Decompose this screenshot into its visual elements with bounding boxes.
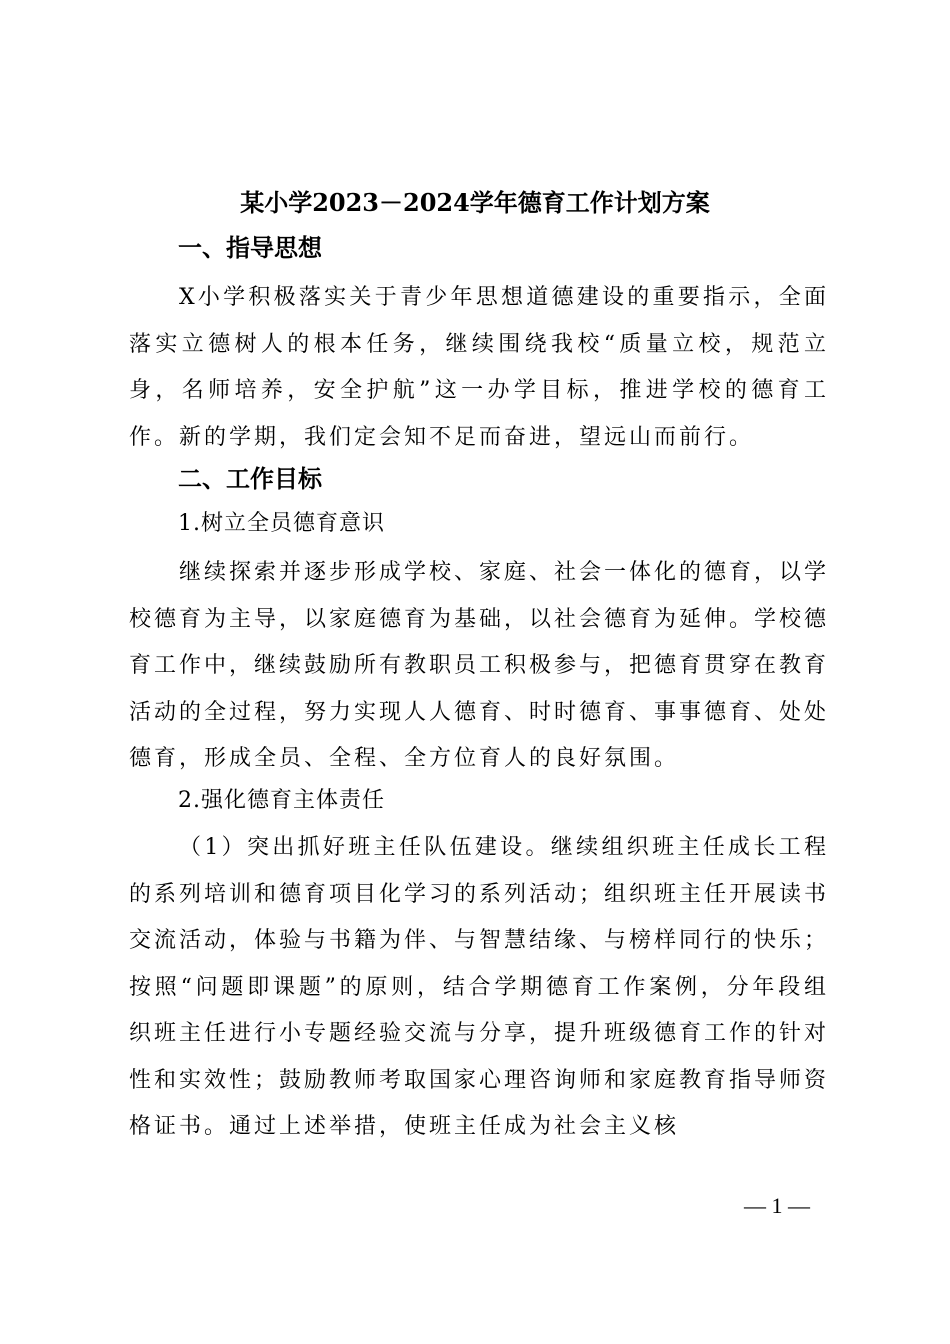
- paragraph-moral-responsibility: （1）突出抓好班主任队伍建设。继续组织班主任成长工程的系列培训和德育项目化学习的系列活动；组织班主任开展读书交流活动，体验与书籍为伴、与智慧结缘、与榜样同行的快乐；按照“问题即课题”的原则，结合学期德育工作案例，分年段组织班主任进行小专题经验交流与分享，提升班级德育工作的针对性和实效性；鼓励教师考取国家心理咨询师和家庭教育指导师资格证书。通过上述举措，使班主任成为社会主义核: [129, 835, 830, 1139]
- page-number: — 1 —: [744, 1193, 810, 1218]
- paragraph-guiding-ideology: X小学积极落实关于青少年思想道德建设的重要指示，全面落实立德树人的根本任务，继续围绕我校“质量立校，规范立身，名师培养，安全护航”这一办学目标，推进学校的德育工作。新的学期，我们定会知不足而奋进，望远山而前行。: [129, 285, 829, 450]
- document-title: 某小学2023－2024学年德育工作计划方案: [240, 188, 710, 217]
- subheading-moral-awareness: 1.树立全员德育意识: [178, 511, 385, 536]
- subheading-moral-responsibility: 2.强化德育主体责任: [178, 788, 385, 813]
- section-heading-guiding-ideology: 一、指导思想: [178, 233, 322, 262]
- paragraph-moral-awareness: 继续探索并逐步形成学校、家庭、社会一体化的德育，以学校德育为主导，以家庭德育为基础，以社会德育为延伸。学校德育工作中，继续鼓励所有教职员工积极参与，把德育贯穿在教育活动的全过程，努力实现人人德育、时时德育、事事德育、处处德育，形成全员、全程、全方位育人的良好氛围。: [129, 560, 830, 771]
- section-heading-work-goals: 二、工作目标: [178, 464, 322, 493]
